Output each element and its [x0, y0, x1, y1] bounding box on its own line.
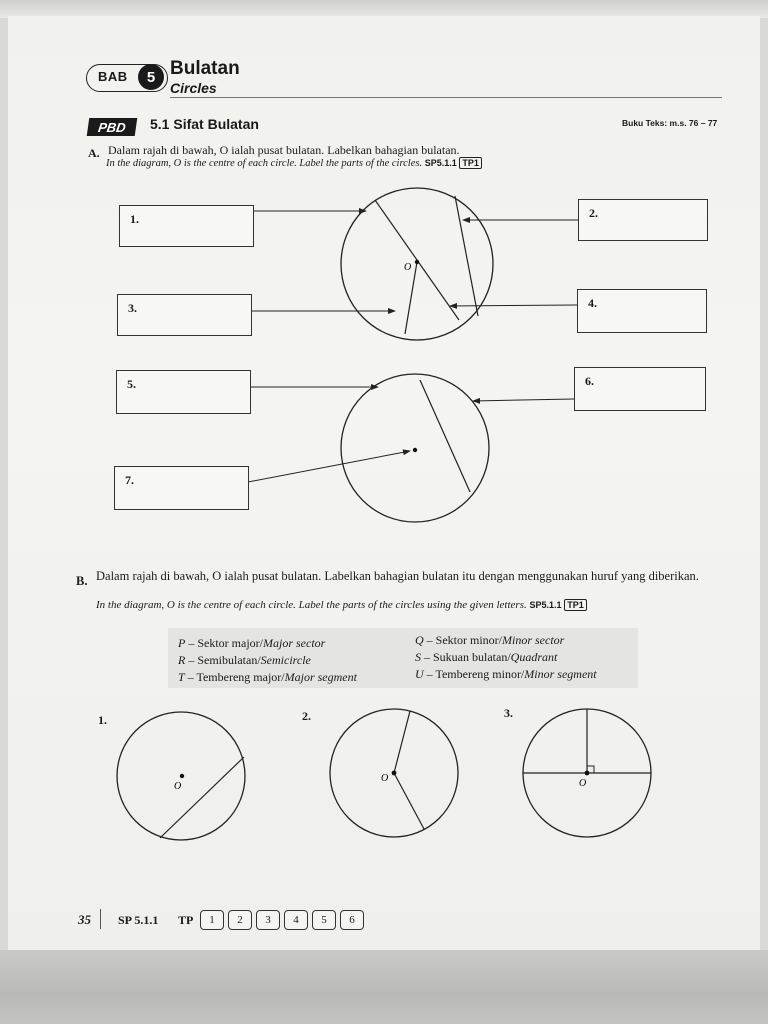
- answer-box-4-label: 4.: [588, 296, 597, 310]
- problem-1-number: 1.: [98, 713, 107, 727]
- part-b-sp-tag: SP5.1.1: [529, 600, 562, 610]
- tp-level-4-box[interactable]: 4: [284, 910, 308, 930]
- footer-tp-label: TP: [178, 913, 194, 927]
- part-b-instruction-ms: Dalam rajah di bawah, O ialah pusat bulatan. Labelkan bahagian bulatan itu dengan menggunakan huruf yang diberikan.: [96, 569, 699, 583]
- circle-b2-radius-1: [394, 711, 410, 773]
- page-number: 35: [78, 912, 91, 927]
- circle-b1-chord: [160, 757, 244, 838]
- circle-a1-centre-label: O: [404, 262, 412, 273]
- part-a-label: A.: [88, 146, 100, 160]
- answer-box-1-label: 1.: [130, 212, 139, 226]
- section-title: 5.1 Sifat Bulatan: [150, 116, 259, 132]
- part-b-tp-tag: TP1: [564, 599, 587, 611]
- problem-3-number: 3.: [504, 706, 513, 720]
- circle-b3-centre-label: O: [579, 778, 587, 789]
- circle-b2-centre-label: O: [381, 773, 389, 784]
- legend-item-s: S – Sukuan bulatan/Quadrant: [415, 650, 558, 664]
- legend-item-q: Q – Sektor minor/Minor sector: [415, 633, 565, 647]
- chapter-number: 5: [138, 64, 164, 90]
- footer-divider: [100, 909, 101, 929]
- tp-level-3-box[interactable]: 3: [256, 910, 280, 930]
- legend-item-u: U – Tembereng minor/Minor segment: [415, 667, 597, 681]
- chapter-title-en: Circles: [170, 80, 217, 96]
- answer-box-6-label: 6.: [585, 374, 594, 388]
- chapter-label: BAB: [98, 69, 128, 84]
- legend-item-p: P – Sektor major/Major sector: [178, 636, 326, 650]
- legend-item-r: R – Semibulatan/Semicircle: [178, 653, 311, 667]
- circle-b1-centre-label: O: [174, 781, 182, 792]
- circle-b2-centre-dot: [392, 771, 397, 776]
- answer-box-7-label: 7.: [125, 473, 134, 487]
- part-a-sp-tag: SP5.1.1: [424, 158, 457, 168]
- tp-level-1-box[interactable]: 1: [200, 910, 224, 930]
- part-b-label: B.: [76, 574, 88, 588]
- tp-level-6-box[interactable]: 6: [340, 910, 364, 930]
- part-a-instruction-en-text: In the diagram, O is the centre of each circle. Label the parts of the circles.: [106, 158, 423, 169]
- circle-b2-radius-2: [394, 773, 424, 829]
- circle-b3-centre-dot: [585, 771, 590, 776]
- tp-level-2-box[interactable]: 2: [228, 910, 252, 930]
- part-b-instruction-en-text: In the diagram, O is the centre of each circle. Label the parts of the circles using the given letters.: [96, 599, 527, 611]
- answer-box-3-label: 3.: [128, 301, 137, 315]
- pbd-badge: PBD: [87, 118, 138, 136]
- textbook-reference: Buku Teks: m.s. 76 – 77: [622, 118, 718, 128]
- footer-sp-code: SP 5.1.1: [118, 913, 159, 927]
- page-bottom-shadow: [0, 950, 768, 1024]
- legend-item-t: T – Tembereng major/Major segment: [178, 670, 357, 684]
- part-a-instruction-ms: Dalam rajah di bawah, O ialah pusat bulatan. Labelkan bahagian bulatan.: [108, 143, 460, 157]
- tp-level-5-box[interactable]: 5: [312, 910, 336, 930]
- problem-2-number: 2.: [302, 709, 311, 723]
- circle-b1-centre-dot: [180, 774, 184, 778]
- answer-box-2-label: 2.: [589, 206, 598, 220]
- part-a-tp-tag: TP1: [459, 157, 482, 169]
- answer-box-5-label: 5.: [127, 377, 136, 391]
- chapter-title-ms: Bulatan: [170, 58, 240, 79]
